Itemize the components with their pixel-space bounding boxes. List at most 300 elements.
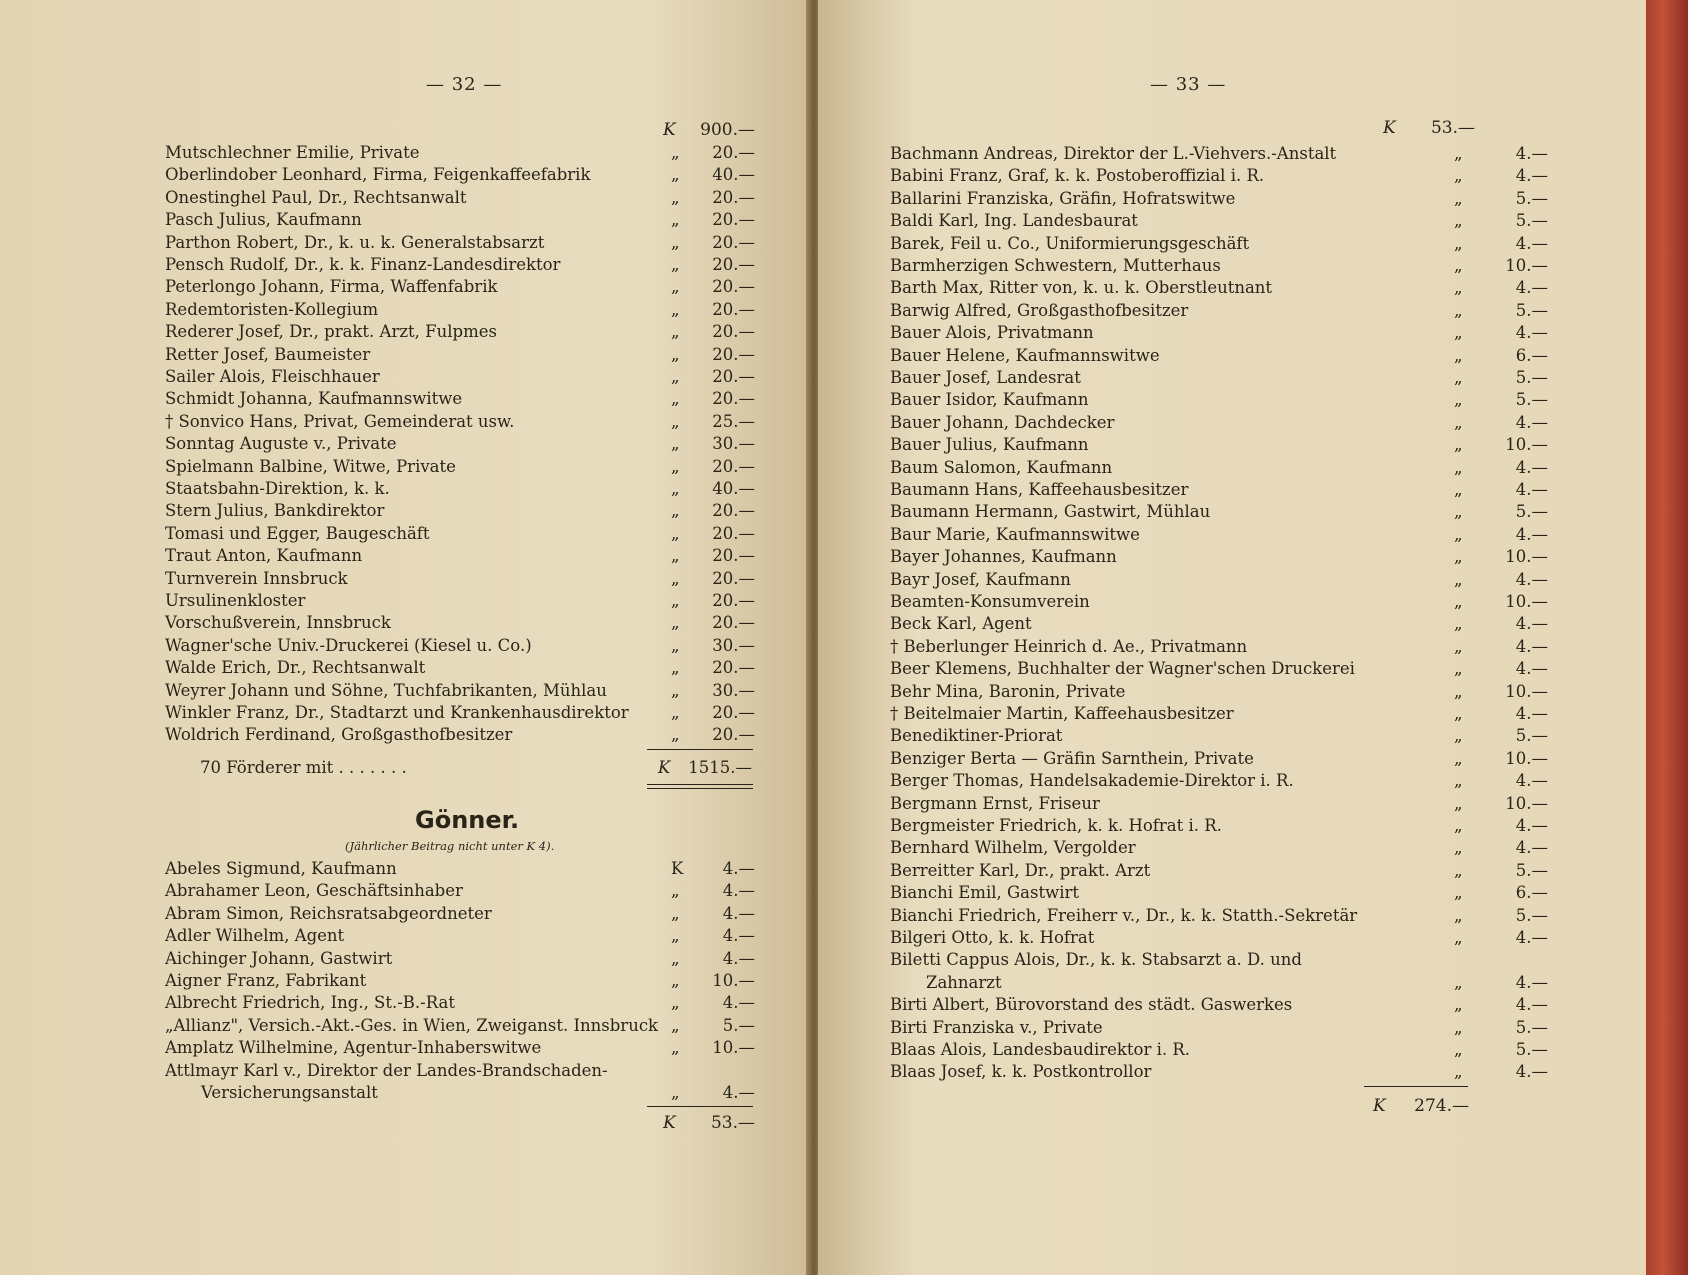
entry-amount: 20.— <box>712 658 755 678</box>
ditto-mark: „ <box>671 411 680 431</box>
ditto-mark: „ <box>1454 928 1463 947</box>
ditto-mark: „ <box>1454 793 1463 813</box>
entry-name: Oberlindober Leonhard, Firma, Feigenkaffeefabrik <box>165 165 591 185</box>
entry-name: Amplatz Wilhelmine, Agentur-Inhaberswitwe <box>165 1038 542 1058</box>
entry-name: Walde Erich, Dr., Rechtsanwalt <box>165 658 426 678</box>
ditto-mark: „ <box>1454 816 1463 835</box>
list-item <box>890 524 1550 546</box>
entry-name: Baumann Hermann, Gastwirt, Mühlau <box>890 502 1211 522</box>
entry-amount: 10.— <box>712 971 755 990</box>
list-item <box>890 1061 1550 1083</box>
entry-name: Staatsbahn-Direktion, k. k. <box>165 479 390 498</box>
ditto-mark: „ <box>1454 323 1463 343</box>
entry-amount: 40.— <box>712 165 755 185</box>
entry-name: Ballarini Franziska, Gräfin, Hofratswitwe <box>890 188 1236 208</box>
list-item <box>165 344 755 366</box>
entry-amount: 20.— <box>712 210 755 230</box>
ditto-mark: „ <box>671 680 680 700</box>
entry-amount: 6.— <box>1515 345 1548 365</box>
ditto-mark: „ <box>671 479 680 498</box>
entry-name: Bauer Josef, Landesrat <box>890 368 1081 387</box>
entry-amount: 4.— <box>1515 636 1548 656</box>
entry-amount: 4.— <box>1515 233 1548 253</box>
entry-amount: 10.— <box>1505 681 1548 701</box>
list-item <box>890 793 1550 815</box>
ditto-mark: „ <box>671 903 680 923</box>
entry-amount: 20.— <box>712 322 755 342</box>
entry-amount: 4.— <box>1515 928 1548 947</box>
entry-name: Baum Salomon, Kaufmann <box>890 457 1113 477</box>
list-item <box>890 255 1550 277</box>
entry-name: Abrahamer Leon, Geschäftsinhaber <box>165 881 463 901</box>
ditto-mark: „ <box>671 725 680 745</box>
list-item <box>165 925 755 947</box>
entry-amount: 10.— <box>1505 793 1548 813</box>
entry-name: Attlmayr Karl v., Direktor der Landes-Brandschaden- <box>165 1060 608 1080</box>
ditto-mark: „ <box>671 299 680 319</box>
entry-name: Bayer Johannes, Kaufmann <box>890 547 1117 567</box>
list-item <box>890 1039 1550 1061</box>
entry-amount: 4.— <box>1515 457 1548 477</box>
entry-amount: 20.— <box>712 143 755 162</box>
list-item <box>890 905 1550 927</box>
list-item <box>165 680 755 702</box>
entry-name: Beck Karl, Agent <box>890 614 1032 634</box>
list-item <box>165 724 755 746</box>
list-item <box>165 545 755 567</box>
entry-name: Wagner'sche Univ.-Druckerei (Kiesel u. Co.) <box>165 635 532 655</box>
total-line <box>200 757 760 779</box>
sum-rule <box>1364 1086 1468 1087</box>
entry-name: Ursulinenkloster <box>165 591 306 610</box>
entry-name: Bauer Johann, Dachdecker <box>890 412 1115 432</box>
list-item <box>890 770 1550 792</box>
ditto-mark: „ <box>671 501 680 521</box>
entry-amount: 4.— <box>1515 166 1548 186</box>
entry-name: Abram Simon, Reichsratsabgeordneter <box>165 903 492 923</box>
entry-amount: 30.— <box>712 680 755 700</box>
entry-name: Weyrer Johann und Söhne, Tuchfabrikanten, Mühlau <box>165 680 607 700</box>
entry-amount: 25.— <box>712 411 755 431</box>
ditto-mark: „ <box>1454 838 1463 858</box>
entry-amount: 4.— <box>1515 278 1548 298</box>
ditto-mark: „ <box>1454 614 1463 634</box>
ditto-mark: „ <box>1454 144 1463 163</box>
entry-name: Benediktiner-Priorat <box>890 726 1063 746</box>
ditto-mark: „ <box>1454 480 1463 499</box>
list-item <box>890 860 1550 882</box>
entry-name: Biletti Cappus Alois, Dr., k. k. Stabsarzt a. D. und <box>890 950 1302 970</box>
page-total-amount: 53.— <box>710 1113 755 1133</box>
ditto-mark: „ <box>1454 457 1463 477</box>
ditto-mark: „ <box>671 277 680 297</box>
list-item <box>890 322 1550 344</box>
list-item <box>890 233 1550 255</box>
entry-amount: 4.— <box>722 948 755 968</box>
list-item <box>890 591 1550 613</box>
entry-amount: 4.— <box>1515 323 1548 343</box>
entry-name: Bilgeri Otto, k. k. Hofrat <box>890 928 1095 947</box>
entry-name: Barmherzigen Schwestern, Mutterhaus <box>890 256 1221 275</box>
entry-amount: 4.— <box>722 859 755 878</box>
entry-name: Berreitter Karl, Dr., prakt. Arzt <box>890 860 1151 880</box>
entry-amount: 4.— <box>1515 995 1548 1015</box>
total-amount: 1515.— <box>688 758 752 777</box>
entry-name: Pasch Julius, Kaufmann <box>165 210 362 230</box>
list-item <box>890 412 1550 434</box>
entry-amount: 4.— <box>722 903 755 923</box>
entry-amount: 20.— <box>712 591 755 610</box>
entry-name: Babini Franz, Graf, k. k. Postoberoffizial i. R. <box>890 166 1265 186</box>
ditto-mark: „ <box>1454 636 1463 656</box>
entry-name: Bianchi Emil, Gastwirt <box>890 883 1080 903</box>
entry-amount: 4.— <box>1515 816 1548 835</box>
entry-amount: 20.— <box>712 187 755 207</box>
entry-name: Bachmann Andreas, Direktor der L.-Viehvers.-Anstalt <box>890 144 1337 163</box>
ditto-mark: „ <box>671 591 680 610</box>
ditto-mark: „ <box>1454 188 1463 208</box>
list-item <box>165 523 755 545</box>
entry-amount: 4.— <box>1515 771 1548 791</box>
entry-amount: 10.— <box>1505 435 1548 455</box>
entry-name: Schmidt Johanna, Kaufmannswitwe <box>165 389 463 409</box>
entry-amount: 10.— <box>1505 748 1548 768</box>
entry-amount: 30.— <box>712 434 755 454</box>
currency-mark: K <box>1373 1096 1386 1116</box>
list-item <box>890 367 1550 389</box>
ditto-mark: „ <box>1454 166 1463 186</box>
list-item <box>890 210 1550 232</box>
list-item <box>165 164 755 186</box>
red-book-edge <box>1646 0 1688 1275</box>
entry-amount: 20.— <box>712 523 755 543</box>
entry-amount: 10.— <box>712 1038 755 1058</box>
ditto-mark: „ <box>671 344 680 364</box>
entry-amount: 20.— <box>712 232 755 252</box>
ditto-mark: „ <box>1454 256 1463 275</box>
entry-amount: 4.— <box>722 881 755 901</box>
entry-name: Aichinger Johann, Gastwirt <box>165 948 393 968</box>
ditto-mark: „ <box>671 187 680 207</box>
ditto-mark: „ <box>671 948 680 968</box>
entry-amount: 5.— <box>1515 860 1548 880</box>
list-item <box>890 636 1550 658</box>
ditto-mark: „ <box>671 703 680 722</box>
ditto-mark: „ <box>1454 345 1463 365</box>
entry-name: † Beberlunger Heinrich d. Ae., Privatmann <box>890 636 1248 656</box>
entry-amount: 4.— <box>722 926 755 946</box>
sum-rule <box>647 1106 753 1107</box>
entry-name: Pensch Rudolf, Dr., k. k. Finanz-Landesdirektor <box>165 255 561 274</box>
list-item <box>165 1015 755 1037</box>
list-item <box>165 232 755 254</box>
entry-amount: 20.— <box>712 703 755 722</box>
entry-amount: 4.— <box>1515 838 1548 858</box>
entry-name: Albrecht Friedrich, Ing., St.-B.-Rat <box>165 993 456 1013</box>
entry-name: Barth Max, Ritter von, k. u. k. Oberstleutnant <box>890 278 1273 298</box>
list-item <box>890 725 1550 747</box>
entry-name: Sonntag Auguste v., Private <box>165 434 397 454</box>
ditto-mark: „ <box>671 165 680 185</box>
ditto-mark: „ <box>1454 1017 1463 1037</box>
entry-name: Baur Marie, Kaufmannswitwe <box>890 524 1140 544</box>
list-item <box>890 837 1550 859</box>
entry-name: Mutschlechner Emilie, Private <box>165 143 420 162</box>
ditto-mark: „ <box>1454 972 1463 992</box>
list-item <box>890 658 1550 680</box>
entry-name: Beer Klemens, Buchhalter der Wagner'schen Druckerei <box>890 659 1355 679</box>
list-item <box>890 569 1550 591</box>
entry-amount: 20.— <box>712 501 755 521</box>
entry-name: Barek, Feil u. Co., Uniformierungsgeschäft <box>890 233 1250 253</box>
list-item <box>165 1037 755 1059</box>
ditto-mark: „ <box>671 255 680 274</box>
entry-amount: 5.— <box>1515 1017 1548 1037</box>
list-item <box>890 345 1550 367</box>
entry-amount: 20.— <box>712 389 755 409</box>
ditto-mark: „ <box>1454 905 1463 925</box>
entry-name: † Sonvico Hans, Privat, Gemeinderat usw. <box>165 411 515 431</box>
carry-amount: 900.— <box>700 120 755 140</box>
entry-amount: 6.— <box>1515 883 1548 903</box>
list-item <box>165 970 755 992</box>
entry-amount: 20.— <box>712 255 755 274</box>
entry-name: Birti Franziska v., Private <box>890 1017 1103 1037</box>
currency-mark: K <box>663 120 676 140</box>
ditto-mark: „ <box>1454 390 1463 410</box>
ditto-mark: „ <box>671 658 680 678</box>
ditto-mark: „ <box>1454 300 1463 320</box>
entry-name: Rederer Josef, Dr., prakt. Arzt, Fulpmes <box>165 322 497 342</box>
ditto-mark: „ <box>1454 860 1463 880</box>
entry-name: † Beitelmaier Martin, Kaffeehausbesitzer <box>890 704 1234 723</box>
entry-amount: 5.— <box>1515 390 1548 410</box>
list-item <box>890 479 1550 501</box>
ditto-mark: „ <box>1454 278 1463 298</box>
list-item <box>165 388 755 410</box>
entry-name: Parthon Robert, Dr., k. u. k. Generalstabsarzt <box>165 232 545 252</box>
list-item <box>165 635 755 657</box>
list-item <box>890 949 1550 971</box>
entry-name: Versicherungsanstalt <box>201 1083 378 1102</box>
ditto-mark: „ <box>671 1083 680 1102</box>
entry-name: Barwig Alfred, Großgasthofbesitzer <box>890 300 1189 320</box>
entry-amount: 40.— <box>712 479 755 498</box>
section-note: (Jährlicher Beitrag nicht unter K 4). <box>345 839 555 853</box>
list-item <box>890 300 1550 322</box>
list-item <box>165 992 755 1014</box>
list-item <box>165 142 755 164</box>
entry-amount: 20.— <box>712 299 755 319</box>
ditto-mark: „ <box>1454 681 1463 701</box>
entry-amount: 4.— <box>1515 144 1548 163</box>
ditto-mark: „ <box>1454 592 1463 611</box>
ditto-mark: „ <box>671 971 680 990</box>
entry-name: Bianchi Friedrich, Freiherr v., Dr., k. k. Statth.-Sekretär <box>890 905 1358 925</box>
list-item <box>165 456 755 478</box>
ditto-mark: „ <box>1454 412 1463 432</box>
entry-amount: 30.— <box>712 635 755 655</box>
entry-name: Bauer Alois, Privatmann <box>890 323 1094 343</box>
entry-amount: 5.— <box>1515 502 1548 522</box>
list-item <box>165 1082 755 1104</box>
currency-mark: K <box>1383 118 1396 138</box>
carry-amount: 53.— <box>1430 118 1475 138</box>
ditto-mark: „ <box>1454 547 1463 567</box>
entry-amount: 4.— <box>1515 614 1548 634</box>
entry-name: Onestinghel Paul, Dr., Rechtsanwalt <box>165 187 467 207</box>
entry-amount: 10.— <box>1505 256 1548 275</box>
ditto-mark: „ <box>671 434 680 454</box>
ditto-mark: „ <box>671 993 680 1013</box>
ditto-mark: „ <box>671 322 680 342</box>
entry-amount: 4.— <box>1515 704 1548 723</box>
list-item <box>890 613 1550 635</box>
list-item <box>890 546 1550 568</box>
entry-name: Blaas Josef, k. k. Postkontrollor <box>890 1062 1152 1082</box>
entry-amount: 5.— <box>1515 1040 1548 1059</box>
ditto-mark: „ <box>1454 659 1463 679</box>
entry-name: Beamten-Konsumverein <box>890 592 1090 611</box>
entry-name: Vorschußverein, Innsbruck <box>165 613 391 633</box>
list-item <box>165 880 755 902</box>
list-item <box>165 411 755 433</box>
entry-name: „Allianz", Versich.-Akt.-Ges. in Wien, Zweiganst. Innsbruck <box>165 1015 659 1035</box>
entry-name: Tomasi und Egger, Baugeschäft <box>165 523 430 543</box>
list-item <box>890 389 1550 411</box>
ditto-mark: „ <box>1454 368 1463 387</box>
entry-amount: 4.— <box>1515 1062 1548 1082</box>
entry-name: Blaas Alois, Landesbaudirektor i. R. <box>890 1040 1191 1059</box>
entry-amount: 4.— <box>1515 659 1548 679</box>
list-item <box>890 927 1550 949</box>
list-item <box>165 366 755 388</box>
entry-amount: 4.— <box>722 993 755 1013</box>
list-item <box>165 568 755 590</box>
ditto-mark: „ <box>671 635 680 655</box>
list-item <box>890 277 1550 299</box>
entry-amount: 20.— <box>712 456 755 476</box>
entry-name: Turnverein Innsbruck <box>165 568 348 588</box>
entry-amount: 20.— <box>712 613 755 633</box>
entry-amount: 20.— <box>712 725 755 745</box>
sum-rule <box>647 749 753 750</box>
right-page <box>818 0 1646 1275</box>
page-number: — 32 — <box>426 74 503 95</box>
entry-amount: 5.— <box>722 1015 755 1035</box>
ditto-mark: „ <box>1454 883 1463 903</box>
entry-name: Winkler Franz, Dr., Stadtarzt und Krankenhausdirektor <box>165 703 629 722</box>
list-item <box>890 972 1550 994</box>
entry-amount: 20.— <box>712 568 755 588</box>
list-item <box>165 702 755 724</box>
ditto-mark: „ <box>671 232 680 252</box>
total-label: 70 Förderer mit . . . . . . . <box>200 758 407 777</box>
entry-amount: 4.— <box>1515 972 1548 992</box>
entry-name: Bauer Julius, Kaufmann <box>890 435 1089 455</box>
list-item <box>165 948 755 970</box>
list-item <box>165 612 755 634</box>
ditto-mark: „ <box>671 568 680 588</box>
entry-amount: 5.— <box>1515 726 1548 746</box>
entry-amount: 10.— <box>1505 592 1548 611</box>
entry-amount: 4.— <box>1515 480 1548 499</box>
list-item <box>165 903 755 925</box>
entry-name: Birti Albert, Bürovorstand des städt. Gaswerkes <box>890 995 1293 1015</box>
page-number: — 33 — <box>1150 74 1227 95</box>
ditto-mark: „ <box>1454 748 1463 768</box>
list-item <box>165 276 755 298</box>
list-item <box>890 681 1550 703</box>
ditto-mark: „ <box>1454 233 1463 253</box>
entry-name: Bergmann Ernst, Friseur <box>890 793 1100 813</box>
entry-amount: 5.— <box>1515 188 1548 208</box>
ditto-mark: „ <box>671 881 680 901</box>
list-item <box>165 187 755 209</box>
ditto-mark: „ <box>1454 995 1463 1015</box>
list-item <box>890 457 1550 479</box>
ditto-mark: „ <box>671 1038 680 1058</box>
ditto-mark: „ <box>671 546 680 566</box>
entry-name: Baldi Karl, Ing. Landesbaurat <box>890 211 1138 231</box>
list-item <box>165 254 755 276</box>
ditto-mark: „ <box>1454 502 1463 522</box>
ditto-mark: „ <box>671 143 680 162</box>
ditto-mark: „ <box>1454 1040 1463 1059</box>
ditto-mark: „ <box>671 210 680 230</box>
entry-name: Baumann Hans, Kaffeehausbesitzer <box>890 480 1189 499</box>
currency-mark: K <box>658 758 671 777</box>
entry-name: Spielmann Balbine, Witwe, Private <box>165 456 456 476</box>
entry-name: Benziger Berta — Gräfin Sarnthein, Private <box>890 748 1254 768</box>
total-double-rule <box>647 784 753 785</box>
entry-amount: 5.— <box>1515 300 1548 320</box>
ditto-mark: „ <box>1454 569 1463 589</box>
list-item <box>165 657 755 679</box>
list-item <box>890 882 1550 904</box>
entry-amount: 20.— <box>712 344 755 364</box>
entry-name: Woldrich Ferdinand, Großgasthofbesitzer <box>165 725 513 745</box>
list-item <box>890 143 1550 165</box>
entry-name: Bauer Isidor, Kaufmann <box>890 390 1089 410</box>
entry-amount: 4.— <box>1515 569 1548 589</box>
list-item <box>165 590 755 612</box>
list-item <box>890 501 1550 523</box>
list-item <box>890 1017 1550 1039</box>
list-item <box>165 321 755 343</box>
ditto-mark: K <box>671 859 684 878</box>
entry-name: Retter Josef, Baumeister <box>165 344 371 364</box>
entry-name: Zahnarzt <box>926 972 1002 992</box>
ditto-mark: „ <box>1454 211 1463 231</box>
ditto-mark: „ <box>671 367 680 386</box>
list-item <box>890 434 1550 456</box>
list-item <box>165 209 755 231</box>
entry-name: Peterlongo Johann, Firma, Waffenfabrik <box>165 277 498 297</box>
entry-name: Aigner Franz, Fabrikant <box>165 971 367 990</box>
entry-name: Redemtoristen-Kollegium <box>165 299 379 319</box>
list-item <box>890 748 1550 770</box>
list-item <box>890 994 1550 1016</box>
entry-name: Sailer Alois, Fleischhauer <box>165 367 380 386</box>
entry-name: Behr Mina, Baronin, Private <box>890 681 1126 701</box>
entry-name: Stern Julius, Bankdirektor <box>165 501 385 521</box>
currency-mark: K <box>663 1113 676 1133</box>
list-item <box>165 500 755 522</box>
entry-amount: 20.— <box>712 546 755 566</box>
list-item <box>890 815 1550 837</box>
entry-amount: 10.— <box>1505 547 1548 567</box>
